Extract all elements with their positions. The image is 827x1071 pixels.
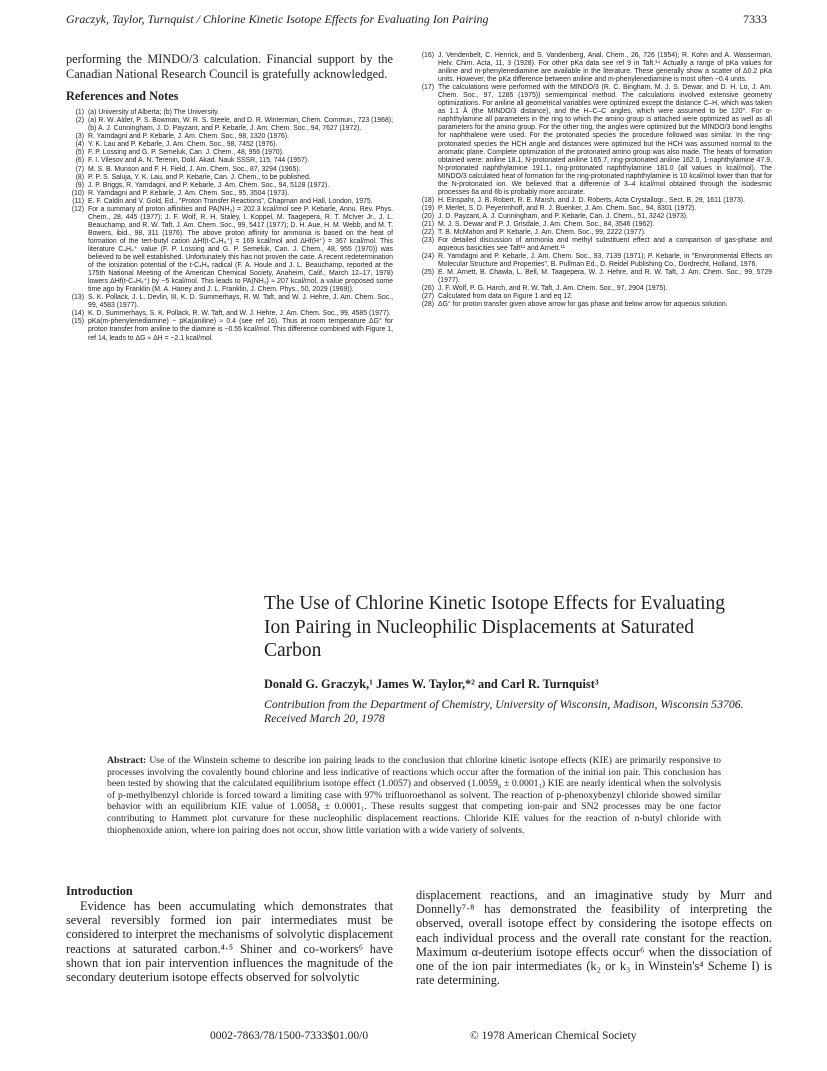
reference-item bbox=[66, 117, 393, 133]
reference-number: (10) bbox=[71, 189, 84, 197]
reference-number: (4) bbox=[75, 141, 84, 149]
reference-number: (20) bbox=[421, 212, 434, 220]
intro-paragraph-left: Evidence has been accumulating which demonstrates that several reversibly formed ion pair intermediates must be considered to interpret the mechanisms of solvolytic displacement reactions at saturated carbon.⁴·⁵ Shiner and co-workers⁶ have shown that ion pair intervention influences the magnitude of the secondary deuterium isotope effects observed for solvolytic bbox=[66, 899, 393, 985]
reference-text: (a) R. W. Alder, P. S. Bowman, W. R. S. Steele, and D. R. Winterman, Chem. Commun., 723 (1968); (b) A. J. Cunningham, J. D. Payzant, and P. Kebarle, J. Am. Chem. Soc., 94, 7627 (1972). bbox=[88, 117, 393, 133]
intro-paragraph-right: displacement reactions, and an imaginative study by Murr and Donnelly⁷·⁸ has demonstrated the feasibility of interpreting the observed, overall isotope effect by considering the isotope effects on each individual process and the overall rate constant for the reaction. Maximum α-deuterium isotope effects occur⁶ when the dissociation of one of the ion pair intermediates (k₂ or k₃ in Winstein's⁴ Scheme I) is rate determining. bbox=[416, 888, 772, 988]
reference-text: ΔG° for proton transfer given above arrow for gas phase and below arrow for aqueous solution. bbox=[438, 301, 728, 309]
reference-number: (24) bbox=[421, 253, 434, 261]
reference-text: P. P. S. Saluja, Y. K. Lau, and P. Kebarle, Can. J. Chem., to be published. bbox=[88, 173, 311, 181]
reference-number: (12) bbox=[71, 205, 84, 213]
authors: Donald G. Graczyk,¹ James W. Taylor,*² and Carl R. Turnquist³ bbox=[264, 677, 599, 691]
reference-number: (19) bbox=[421, 204, 434, 212]
reference-text: pKa(m-phenylenediamine) − pKa(aniline) ≈ 0.4 (see ref 16). Thus at room temperature ΔG° for proton transfer from aniline to the diamine is −0.55 kcal/mol. This difference combined with Figure 1, ref 14, leads to ΔG ≈ ΔH = −2.1 kcal/mol. bbox=[88, 318, 393, 342]
reference-item bbox=[416, 269, 772, 285]
reference-item bbox=[416, 253, 772, 269]
footer-copyright: © 1978 American Chemical Society bbox=[470, 1030, 637, 1042]
page-number: 7333 bbox=[743, 12, 767, 26]
reference-item bbox=[416, 197, 772, 205]
reference-item bbox=[66, 294, 393, 310]
reference-item bbox=[66, 166, 393, 174]
reference-number: (9) bbox=[75, 181, 84, 189]
reference-text: F. I. Vilesov and A. N. Terenin, Dokl. Akad. Nauk SSSR, 115, 744 (1957). bbox=[88, 157, 310, 165]
reference-text: T. B. McMahon and P. Kebarle, J. Am. Chem. Soc., 99, 2222 (1977). bbox=[438, 229, 646, 237]
reference-text: For detailed discussion of ammonia and methyl substituent effect and a comparison of gas-phase and aqueous basicities see Taft¹¹ and Arnett.¹¹ bbox=[438, 237, 772, 253]
reference-item bbox=[66, 141, 393, 149]
reference-item bbox=[416, 229, 772, 237]
reference-text: M. J. S. Dewar and P. J. Grisdale, J. Am. Chem. Soc., 84, 3546 (1962). bbox=[438, 220, 655, 228]
reference-item bbox=[66, 133, 393, 141]
reference-item bbox=[66, 206, 393, 295]
reference-item bbox=[66, 182, 393, 190]
reference-text: S. K. Pollack, J. L. Devlin, III, K. D. Summerhays, R. W. Taft, and W. J. Hehre, J. Am. Chem. Soc., 99, 4583 (1977). bbox=[88, 294, 393, 310]
reference-item bbox=[66, 190, 393, 198]
references-list-right bbox=[416, 52, 772, 310]
reference-number: (6) bbox=[75, 157, 84, 165]
reference-item bbox=[416, 52, 772, 84]
reference-text: (a) University of Alberta; (b) The University. bbox=[88, 109, 220, 117]
reference-text: Calculated from data on Figure 1 and eq 12. bbox=[438, 293, 573, 301]
reference-item bbox=[416, 205, 772, 213]
reference-text: J. P. Briggs, R. Yamdagni, and P. Kebarle, J. Am. Chem. Soc., 94, 5128 (1972). bbox=[88, 181, 330, 189]
left-column bbox=[66, 52, 393, 343]
reference-item bbox=[66, 174, 393, 182]
intro-heading: Introduction bbox=[66, 884, 133, 898]
reference-number: (14) bbox=[71, 310, 84, 318]
reference-number: (18) bbox=[421, 196, 434, 204]
acknowledgment-paragraph: performing the MINDO/3 calculation. Financial support by the Canadian National Research Council is gratefully acknowledged. bbox=[66, 52, 393, 81]
reference-text: M. S. B. Munson and F. H. Field, J. Am. Chem. Soc., 87, 3294 (1965). bbox=[88, 165, 301, 173]
reference-item bbox=[416, 213, 772, 221]
affiliation: Contribution from the Department of Chemistry, University of Wisconsin, Madison, Wisconsin 53706. Received March 20, 1978 bbox=[264, 697, 744, 725]
abstract-label: Abstract: bbox=[107, 755, 147, 766]
abstract-text: Use of the Winstein scheme to describe ion pairing leads to the conclusion that chlorine kinetic isotope effects (KIE) are primarily responsive to processes involving the covalently bound chlorine and less indicative of reactions which occur after the formation of the initial ion pair. This conclusion has been tested by showing that the calculated equilibrium isotope effect (1.0057) and observed (1.0059₆ ± 0.0001₁) KIE are nearly identical when the solvolysis of p-methylbenzyl chloride is forced toward a limiting case with 97% trifluoroethanol as solvent. The reaction of p-phenoxybenzyl chloride showed similar behavior with an equilibrium KIE value of 1.0058₄ ± 0.0001₁. These results suggest that competing ion-pair and SN2 processes may be one factor contributing to Hammett plot curvature for these nucleophilic displacement reactions. Chloride KIE values for the reaction of n-butyl chloride with thiophenoxide anion, where ion pairing does not occur, show little variation with a wide variety of solvents. bbox=[107, 755, 721, 836]
reference-text: J. F. Wolf, P. G. Harch, and R. W. Taft, J. Am. Chem. Soc., 97, 2904 (1975). bbox=[438, 285, 668, 293]
reference-item bbox=[66, 149, 393, 157]
reference-item bbox=[66, 198, 393, 206]
reference-item bbox=[66, 109, 393, 117]
reference-number: (7) bbox=[75, 165, 84, 173]
reference-number: (3) bbox=[75, 133, 84, 141]
reference-number: (1) bbox=[75, 109, 84, 117]
reference-text: J. Vendenbelt, C. Henrick, and S. Vandenberg, Anal. Chem., 26, 726 (1954); R. Kohn and A. Wasserman, Helv. Chim. Acta, 11, 3 (1928). For other pKa data see ref 9 in Taft.¹⁴ Actually a range of pKa values for aniline and m-phenylenediamine are available in the literature. These generally show a scatter of Δ0.2 pKa units. However, the pKa difference between aniline and m-phenylenediamine is most often ~0.4 units. bbox=[438, 52, 772, 84]
reference-item bbox=[416, 237, 772, 253]
references-heading: References and Notes bbox=[66, 89, 179, 104]
reference-item bbox=[416, 84, 772, 197]
reference-text: J. D. Payzant, A. J. Cunningham, and P. Kebarle, Can. J. Chem., 51, 3242 (1973). bbox=[438, 212, 688, 220]
reference-number: (22) bbox=[421, 229, 434, 237]
reference-number: (28) bbox=[421, 301, 434, 309]
reference-item bbox=[66, 318, 393, 342]
references-list-left bbox=[66, 109, 393, 342]
reference-number: (27) bbox=[421, 293, 434, 301]
reference-item bbox=[416, 285, 772, 293]
footer-code: 0002-7863/78/1500-7333$01.00/0 bbox=[210, 1030, 369, 1042]
reference-number: (8) bbox=[75, 173, 84, 181]
reference-number: (25) bbox=[421, 269, 434, 277]
reference-number: (13) bbox=[71, 294, 84, 302]
reference-item bbox=[66, 157, 393, 165]
reference-item bbox=[416, 221, 772, 229]
reference-number: (2) bbox=[75, 117, 84, 125]
reference-item bbox=[416, 301, 772, 309]
reference-number: (5) bbox=[75, 149, 84, 157]
reference-text: For a summary of proton affinities and PA(NH₃) = 202.3 kcal/mol see P. Kebarle, Annu. Rev. Phys. Chem., 28, 445 (1977); J. F. Wolf, R. H. Staley, I. Koppel, M. Taagepera, R. T. McIver Jr., J. L. Beauchamp, and R. W. Taft, J. Am. Chem. Soc., 99, 5417 (1977); D. H. Aue, H. M. Webb, and M. T. Bowers, ibid., 98, 311 (1976). The above proton affinity for ammonia is based on the heat of formation of the tert-butyl cation ΔHf(t-C₄H₉⁺) = 169 kcal/mol and ΔHf(H⁺) = 367 kcal/mol. This literature C₄H₉⁺ value (F. P. Lossing and G. P. Semeluk, Can. J. Chem., 48, 955 (1970)) was believed to be well established. Unfortunately this has not proven the case. A recent redetermination of the ionization potential of the t-C₄H₉ radical (F. A. Houle and J. L. Beauchamp, reported at the 175th National Meeting of the American Chemical Society, Anaheim, Calif., March 12–17, 1978) lowers ΔHf(t-C₄H₉⁺) by ~5 kcal/mol. This leads to PA(NH₃) ≈ 207 kcal/mol, a value proposed some time ago by Franklin (M. A. Haney and J. L. Franklin, J. Chem. Phys., 50, 2029 (1969)). bbox=[88, 205, 393, 294]
reference-text: R. Yamdagni and P. Kebarle, J. Am. Chem. Soc., 95, 3504 (1973). bbox=[88, 189, 290, 197]
reference-text: H. Einspahr, J. B. Robert, R. E. Marsh, and J. D. Roberts, Acta Crystallogr., Sect. B, 29, 1611 (1973). bbox=[438, 196, 746, 204]
article-title: The Use of Chlorine Kinetic Isotope Effects for Evaluating Ion Pairing in Nucleophilic Displacements at Saturated Carbon bbox=[264, 593, 726, 661]
reference-text: R. Yamdagni and P. Kebarle, J. Am. Chem. Soc., 98, 1320 (1976). bbox=[88, 133, 290, 141]
reference-text: Y. K. Lau and P. Kebarle, J. Am. Chem. Soc., 98, 7452 (1976). bbox=[88, 141, 278, 149]
reference-number: (21) bbox=[421, 220, 434, 228]
reference-number: (11) bbox=[72, 197, 84, 205]
reference-text: P. Merlet, S. D. Peyerimhoff, and R. J. Buenker, J. Am. Chem. Soc., 94, 8301 (1972). bbox=[438, 204, 697, 212]
reference-text: E. M. Arnett, B. Chawla, L. Bell, M. Taagepera, W. J. Hehre, and R. W. Taft, J. Am. Chem. Soc., 99, 5729 (1977). bbox=[438, 269, 772, 285]
running-head: Graczyk, Taylor, Turnquist / Chlorine Kinetic Isotope Effects for Evaluating Ion Pairing bbox=[66, 12, 489, 26]
reference-number: (26) bbox=[421, 285, 434, 293]
reference-number: (16) bbox=[421, 52, 434, 59]
right-column bbox=[416, 52, 772, 310]
reference-number: (23) bbox=[421, 237, 434, 245]
reference-number: (17) bbox=[421, 84, 434, 92]
reference-number: (15) bbox=[71, 318, 84, 326]
reference-text: F. P. Lossing and G. P. Semeluk, Can. J. Chem., 48, 956 (1970). bbox=[88, 149, 284, 157]
reference-text: K. D. Summerhays, S. K. Pollack, R. W. Taft, and W. J. Hehre, J. Am. Chem. Soc., 99, 4585 (1977). bbox=[88, 310, 391, 318]
reference-text: E. F. Caldin and V. Gold, Ed., "Proton Transfer Reactions", Chapman and Hall, London, 1975. bbox=[88, 197, 373, 205]
abstract bbox=[107, 755, 721, 836]
reference-text: R. Yamdagni and P. Kebarle, J. Am. Chem. Soc., 93, 7139 (1971); P. Kebarle, in "Environmental Effects on Molecular Structure and Properties", B. Pullman Ed., D. Reidel Publishing Co., Dordrecht, Holland, 1976. bbox=[438, 253, 772, 269]
reference-text: The calculations were performed with the MINDO/3 (R. C. Bingham, M. J. S. Dewar, and D. H. Lo, J. Am. Chem. Soc., 97, 1285 (1975)) semiempirical method. The calculations involved extensive geometry optimizations. For aniline all geometrical variables were optimized except the distance C–H, which was taken as 1.1 Å (the MINDO/3 distance), and the H–C–C angles, which were assumed to be 120°. For α-naphthylamine all parameters in the ring to which the amino group is attached were optimized as well as all parameters for the amino group. For the other ring, the angles were optimized but the MINDO/3 bond lengths for naphthalene were used. For the protonated species the procedure followed was similar. In the ring-protonated species the HCH angle and distances were optimized but the HCH was assumed normal to the aromatic plane. Complete optimization of the protonated amino group was also made. The heats of formation obtained were: aniline 18.1, N-protonated aniline 165.7, ring-protonated aniline 162.0, 1-naphthylamine 47.9, N-protonated naphthylamine 191.1, ring-protonated naphthylamine 181.0 (all values in kcal/mol). The MINDO/3 calculated heat of formation for the ring-protonated naphthylamine is 10 kcal/mol lower than that for the N-protonated ion. We believed that a difference of 3–4 kcal/mol obtained through the isodesmic processes 6a and 6b is probably more accurate. bbox=[438, 84, 772, 196]
